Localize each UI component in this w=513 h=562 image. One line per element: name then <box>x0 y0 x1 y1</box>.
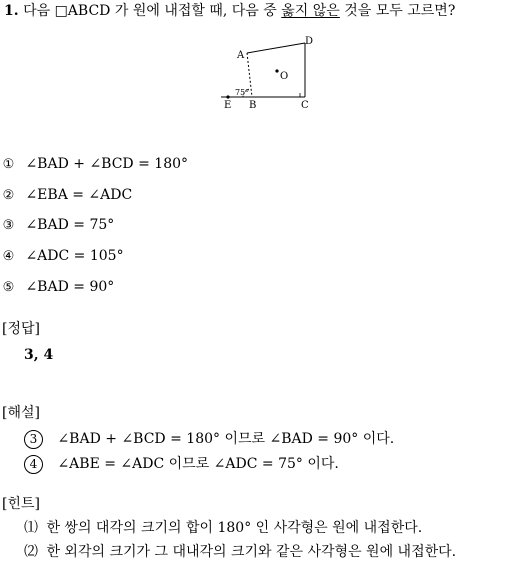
explanation-text: ∠ABE = ∠ADC 이므로 ∠ADC = 75° 이다. <box>57 456 339 472</box>
option-3 <box>2 218 114 232</box>
quadrilateral-figure <box>215 32 325 112</box>
hint-text: 한 쌍의 대각의 크기의 합이 180° 인 사각형은 원에 내접한다. <box>46 520 423 536</box>
hint-text: 한 외각의 크기가 그 대내각의 크기와 같은 사각형은 원에 내접한다. <box>46 544 457 560</box>
option-marker: ③ <box>2 218 15 233</box>
option-1 <box>2 157 188 171</box>
label-c: C <box>301 100 309 111</box>
explanation-header: [해설] <box>2 405 40 421</box>
option-marker: ⑤ <box>2 280 15 295</box>
explanation-marker: 4 <box>24 455 43 474</box>
option-text: ∠BAD = 90° <box>25 279 115 295</box>
hint-marker: ⑴ <box>24 520 38 536</box>
question-number: 1. <box>4 3 19 19</box>
option-text: ∠BAD = 75° <box>25 217 115 233</box>
hint-header: [힌트] <box>2 496 40 512</box>
point-e <box>226 95 229 98</box>
label-a: A <box>237 50 245 61</box>
question-text: 다음 □ABCD 가 원에 내접할 때, 다음 중 옳지 않은 것을 모두 고르면? <box>23 3 456 19</box>
explanation-item-2 <box>24 455 339 474</box>
explanation-text: ∠BAD + ∠BCD = 180° 이므로 ∠BAD = 90° 이다. <box>57 431 395 447</box>
explanation-item-1 <box>24 430 394 449</box>
hint-item-2 <box>24 545 456 559</box>
question-line <box>4 4 455 18</box>
underlined-phrase: 옳지 않은 <box>281 3 340 19</box>
label-angle: 75° <box>235 88 250 97</box>
answer-header: [정답] <box>2 321 40 337</box>
label-e: E <box>224 100 232 111</box>
label-d: D <box>305 36 314 47</box>
label-b: B <box>249 100 257 111</box>
answer-value: 3, 4 <box>24 347 54 363</box>
hint-marker: ⑵ <box>24 544 38 560</box>
option-marker: ④ <box>2 249 15 264</box>
side-ad <box>247 43 305 53</box>
option-text: ∠EBA = ∠ADC <box>25 187 133 203</box>
option-marker: ② <box>2 188 15 203</box>
option-text: ∠ADC = 105° <box>25 248 124 264</box>
option-text: ∠BAD + ∠BCD = 180° <box>25 156 189 172</box>
option-4 <box>2 249 124 263</box>
explanation-marker: 3 <box>24 430 43 449</box>
option-5 <box>2 280 114 294</box>
option-2 <box>2 188 132 202</box>
center-o <box>275 69 278 72</box>
label-o: O <box>280 71 289 82</box>
option-marker: ① <box>2 157 15 172</box>
hint-item-1 <box>24 521 422 535</box>
